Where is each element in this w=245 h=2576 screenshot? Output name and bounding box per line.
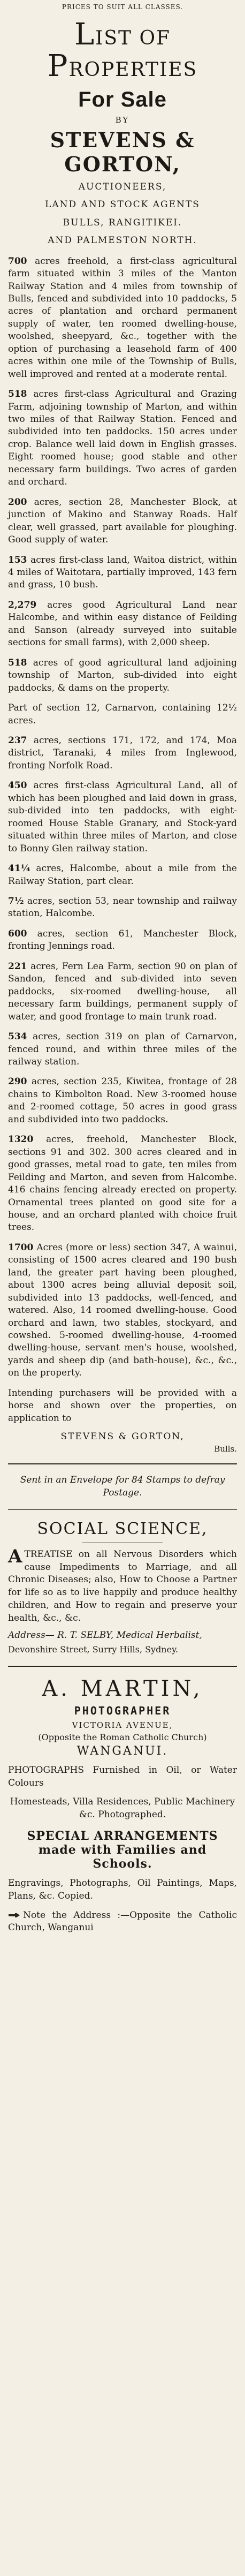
lot-acreage: 41¼ [8, 863, 30, 874]
address-note-text: Note the Address :—Opposite the Catholic Church, Wanganui [8, 1909, 237, 1933]
drop-cap: A [8, 1545, 22, 1567]
address-note [8, 1909, 237, 1935]
property-lot [8, 1387, 237, 1425]
engravings-paragraph: Engravings, Photographs, Oil Paintings, Maps, Plans, &c. Copied. [8, 1877, 237, 1901]
signature: STEVENS & GORTON, [60, 1431, 185, 1442]
title-initial-l: L [74, 17, 96, 52]
lot-description: acres first-class Agricultural and Grazing Farm, adjoining township of Marton, and within two miles of that Railway Station. Fenced and subdivided into ten paddocks. 150 acres under crop. Balance well laid down in English grasses. Eight roomed house; good stable and other necessary farm buildings. Two acres of garden and orchard. [8, 389, 237, 488]
firm-places-2: AND PALMESTON NORTH. [48, 235, 197, 246]
property-lot [8, 735, 237, 772]
lot-description: acres, section 235, Kiwitea, frontage of 28 chains to Kimbolton Road. New 3-roomed house and 2-roomed cottage, 50 acres in good grass and subdivided into two paddocks. [8, 1076, 238, 1125]
property-lot [8, 961, 237, 1023]
lot-acreage: 534 [8, 1031, 27, 1043]
masthead: PRICES TO SUIT ALL CLASSES. [62, 3, 183, 11]
lot-description: acres, freehold, Manchester Block, sections 91 and 302. 300 acres cleared and in good grasses, metal road to gate, ten miles from Feilding and Marton, and seven from Halcombe. 416 chains fencing already erected on property. Ornamental trees planted on good site for a house, and an orchard planted with choice fruit trees. [8, 1134, 237, 1233]
by-label: BY [115, 115, 130, 125]
property-lot [8, 657, 237, 694]
property-lot [8, 388, 237, 489]
property-lot [8, 1031, 237, 1068]
homesteads-paragraph: Homesteads, Villa Residences, Public Machinery &c. Photographed. [10, 1796, 235, 1820]
lot-acreage: 1700 [8, 1242, 34, 1253]
lot-acreage: 1320 [8, 1134, 34, 1145]
photographer-trade: PHOTOGRAPHER [74, 1704, 171, 1717]
firm-role: AUCTIONEERS, [78, 181, 167, 192]
firm-places-1: BULLS, RANGITIKEI. [63, 217, 182, 228]
lot-acreage: 450 [8, 780, 27, 791]
lot-acreage: 600 [8, 928, 27, 939]
lot-acreage: 221 [8, 961, 27, 972]
lot-acreage: 237 [8, 735, 27, 746]
lot-description: acres, section 61, Manchester Block, fronting Jennings road. [8, 928, 237, 952]
newspaper-column [8, 0, 237, 1935]
property-lot [8, 780, 237, 855]
property-list [8, 255, 237, 1425]
lot-description: acres, section 53, near township and railway station, Halcombe. [8, 895, 237, 919]
treatise-text: TREATISE on all Nervous Disorders which cause Impediments to Marriage, and all Chronic Diseases; also, How to Choose a Partner for life so as to live happily and produce healthy children, and How to regain and preserve your health, &c., &c. [8, 1548, 237, 1623]
photographer-opposite: (Opposite the Roman Catholic Church) [38, 1732, 207, 1742]
signature-place: Bulls. [214, 1444, 237, 1454]
lot-description: acres, section 319 on plan of Carnarvon, fenced round, and within three miles of the railway station. [8, 1031, 238, 1067]
lot-description: acres, Halcombe, about a mile from the Railway Station, part clear. [8, 863, 237, 887]
lot-acreage: 518 [8, 389, 27, 400]
lot-acreage: 700 [8, 255, 27, 267]
property-lot [8, 599, 237, 649]
photographer-town: WANGANUI. [76, 1744, 169, 1758]
firm-name: STEVENS & GORTON, [50, 127, 195, 176]
lot-description: acres of good agricultural land adjoining township of Marton, sub-divided into eight paddocks, & dams on the property. [8, 657, 237, 693]
property-lot [8, 895, 237, 920]
title-rest-1: IST OF [95, 27, 171, 49]
lot-acreage: 518 [8, 657, 27, 668]
property-lot [8, 863, 237, 888]
lot-description: acres good Agricultural Land near Halcombe, and within easy distance of Feilding and Sanson (already surveyed into suitable sections for small farms), with 2,000 sheep. [8, 599, 237, 648]
stamps-notice: Sent in an Envelope for 84 Stamps to defray Postage. [20, 1475, 225, 1498]
address-street: Devonshire Street, Surry Hills, Sydney. [8, 1644, 179, 1655]
social-science-title: SOCIAL SCIENCE, [37, 1519, 208, 1538]
selby-address [8, 1629, 237, 1642]
photographs-paragraph: PHOTOGRAPHS Furnished in Oil, or Water Colours [8, 1764, 237, 1788]
lot-acreage: 200 [8, 496, 27, 508]
title-initial-p: P [47, 48, 69, 84]
title-rest-2: ROPERTIES [68, 58, 198, 81]
photographer-name: A. MARTIN, [42, 1676, 203, 1701]
lot-description: acres, sections 171, 172, and 174, Moa district, Taranaki, 4 miles from Inglewood, fronting Norfolk Road. [8, 735, 237, 771]
for-sale-heading: For Sale [78, 87, 167, 111]
property-lot [8, 928, 237, 953]
lot-description: acres freehold, a first-class agricultural farm situated within 3 miles of the Manton Railway Station and 4 miles from township of Bulls, fenced and subdivided into 10 paddocks, 5 acres of plantation and orchard permanent supply of water, ten roomed dwelling-house, woolshed, sheepyard, &c., together with the option of purchasing a leasehold farm of 400 acres within one mile of the Township of Bulls, well improved and rented at a moderate rental. [8, 255, 238, 380]
property-lot [8, 1134, 237, 1234]
divider [8, 1509, 237, 1510]
lot-acreage: 7½ [8, 895, 24, 906]
lot-description: acres, section 28, Manchester Block, at junction of Makino and Stanway Roads. Half clear, well grassed, part available for ploughing. Good supply of water. [8, 496, 238, 546]
lot-acreage: 2,279 [8, 599, 37, 610]
special-arrangements: SPECIAL ARRANGEMENTS made with Families and Schools. [27, 1829, 218, 1871]
address-label: Address— [8, 1629, 55, 1641]
lot-acreage: 153 [8, 554, 27, 565]
ad-title [8, 19, 237, 82]
address-name: R. T. SELBY, Medical Herbalist, [57, 1629, 202, 1641]
property-lot [8, 702, 237, 727]
lot-description: Acres (more or less) section 347, A wainui, consisting of 1500 acres cleared and 190 bush land, the greater part having been ploughed, about 1300 acres being alluvial deposit soil, subdivided into 13 paddocks, well-fenced, and watered. Also, 14 roomed dwelling-house. Good orchard and lawn, two stables, stockyard, and cowshed. 5-roomed dwelling-house, 4-roomed dwelling-house, servant men's house, woolshed, yards and sheep dip (and bath-house), &c., &c., on the property. [8, 1242, 237, 1379]
divider [8, 1666, 237, 1667]
lot-description: Intending purchasers will be provided with a horse and shown over the properties, on application to [8, 1387, 237, 1424]
property-lot [8, 255, 237, 381]
lot-description: acres first-class land, Waitoa district, within 4 miles of Waitotara, partially improved, 143 fern and grass, 10 bush. [8, 554, 237, 591]
photographer-street: VICTORIA AVENUE, [72, 1720, 173, 1730]
property-lot [8, 554, 237, 592]
property-lot [8, 1242, 237, 1380]
lot-description: acres first-class Agricultural Land, all of which has been ploughed and laid down in grass, sub-divided into ten paddocks, with eight-roomed House Stable Granary, and Stock-yard situated within three miles of Marton, and close to Bonny Glen railway station. [8, 780, 238, 854]
property-lot [8, 496, 237, 547]
pointing-hand-icon [8, 1912, 21, 1918]
lot-acreage: 290 [8, 1076, 27, 1087]
lot-description: acres, Fern Lea Farm, section 90 on plan of Sandon, fenced and sub-divided into seven paddocks, six-roomed dwelling-house, all necessary farm buildings, permanent supply of water, and good frontage to main trunk road. [8, 961, 238, 1022]
social-science-body [8, 1545, 237, 1625]
property-lot [8, 1076, 237, 1126]
firm-business: LAND AND STOCK AGENTS [45, 199, 200, 210]
lot-description: Part of section 12, Carnarvon, containing 12½ acres. [8, 702, 237, 726]
divider [8, 1463, 237, 1464]
